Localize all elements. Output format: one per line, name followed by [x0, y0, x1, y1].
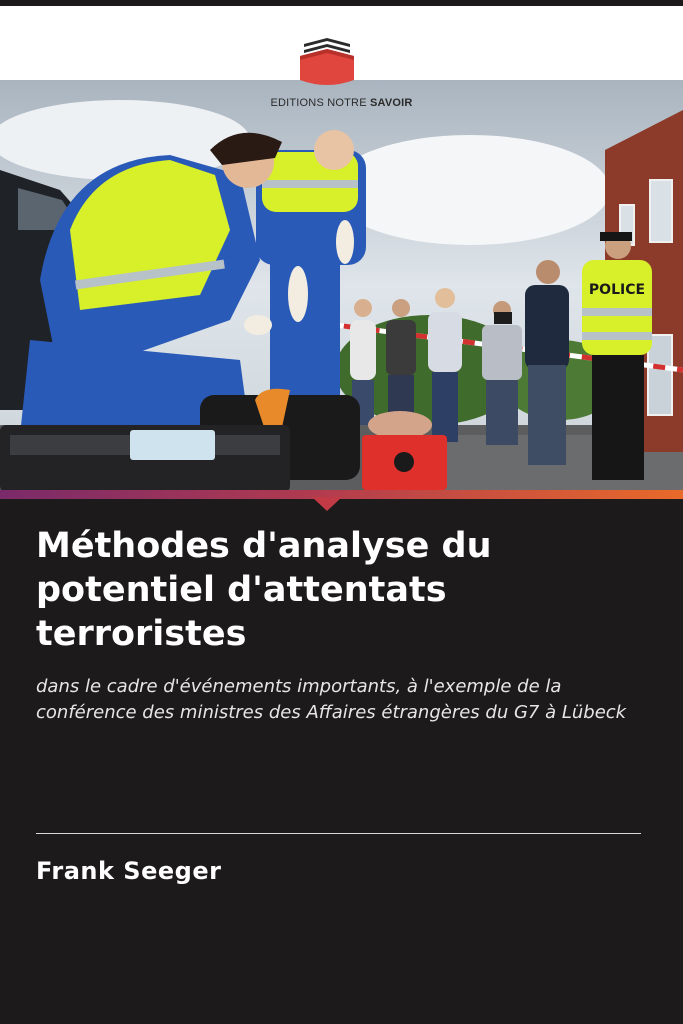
window	[650, 180, 672, 242]
publisher-name-prefix: EDITIONS NOTRE	[270, 97, 370, 109]
publisher-name-bold: SAVOIR	[370, 97, 413, 109]
book-subtitle: dans le cadre d'événements importants, à l'exemple de la conférence des ministres des Affaires étrangères du G7 à Lübeck	[36, 676, 627, 723]
publisher-logo-icon	[294, 38, 360, 90]
window	[648, 335, 672, 415]
cloud	[330, 135, 610, 245]
police-vest-label: POLICE	[588, 282, 646, 298]
stripe-pointer	[312, 497, 342, 511]
book-title: Méthodes d'analyse du potentiel d'attentats terroristes	[36, 526, 492, 654]
police-officer	[582, 232, 652, 480]
cover-photo	[0, 80, 683, 492]
man-dark-shirt	[525, 260, 569, 465]
divider	[36, 833, 641, 834]
book-author: Frank Seeger	[36, 857, 222, 885]
publisher-name	[0, 97, 683, 109]
